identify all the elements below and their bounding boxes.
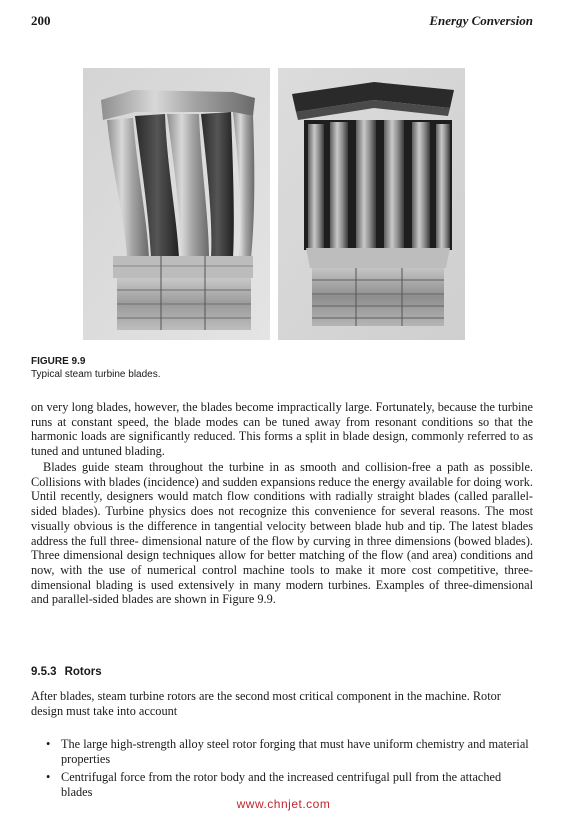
section-title: Rotors xyxy=(64,666,102,678)
list-item-text: Centrifugal force from the rotor body and the increased centrifugal pull from the attached blades xyxy=(61,770,502,800)
body-paragraph-1: on very long blades, however, the blades become impractically large. Fortunately, because the turbine runs at constant speed, the blade modes can be tuned away from resonant conditions so that the harmonic loads are significantly reduced. This forms a split in blade design, commonly referred to as tuned and untuned blading. xyxy=(31,400,533,459)
figure-caption xyxy=(31,355,531,381)
list-item xyxy=(45,770,533,799)
running-title: Energy Conversion xyxy=(429,13,533,28)
figure-photo-bowed-blades xyxy=(83,68,270,340)
body-paragraph-2: Blades guide steam throughout the turbine in as smooth and collision-free a path as possible. Collisions with blades (incidence) and sudden expansions reduce the energy available for doing work. Until recently, designers would match flow conditions with radially straight blades (called parallel-sided blades). Turbine physics does not recognize this convenience for several reasons. The most visually obvious is the difference in tangential velocity between blade hub and tip. The latest blades address the full three- dimensional nature of the flow by curving in three dimensions (bowed blades). Three dimensional design techniques allow for better matching of the flow (and area) conditions and now, with the use of numerical control machine tools to make it more cost competitive, three-dimensional blading is used extensively in many modern turbines. Examples of three-dimensional and parallel-sided blades are shown in Figure 9.9. xyxy=(31,460,533,607)
bullet-icon: • xyxy=(46,737,51,751)
section-intro-paragraph: After blades, steam turbine rotors are the second most critical component in the machine. Rotor design must take into account xyxy=(31,689,501,718)
section-heading xyxy=(31,666,102,678)
figure-label: FIGURE 9.9 xyxy=(31,356,86,367)
list-item-text: The large high-strength alloy steel rotor forging that must have uniform chemistry and material properties xyxy=(61,737,529,766)
figure-photo-parallel-blades xyxy=(278,68,465,340)
bullet-icon: • xyxy=(46,770,51,785)
section-number: 9.5.3 xyxy=(31,666,57,678)
figure-caption-text: Typical steam turbine blades. xyxy=(31,369,161,380)
list-item xyxy=(45,737,533,766)
page-number: 200 xyxy=(31,13,51,28)
bullet-list xyxy=(45,737,533,804)
watermark: www.chnjet.com xyxy=(236,797,331,811)
